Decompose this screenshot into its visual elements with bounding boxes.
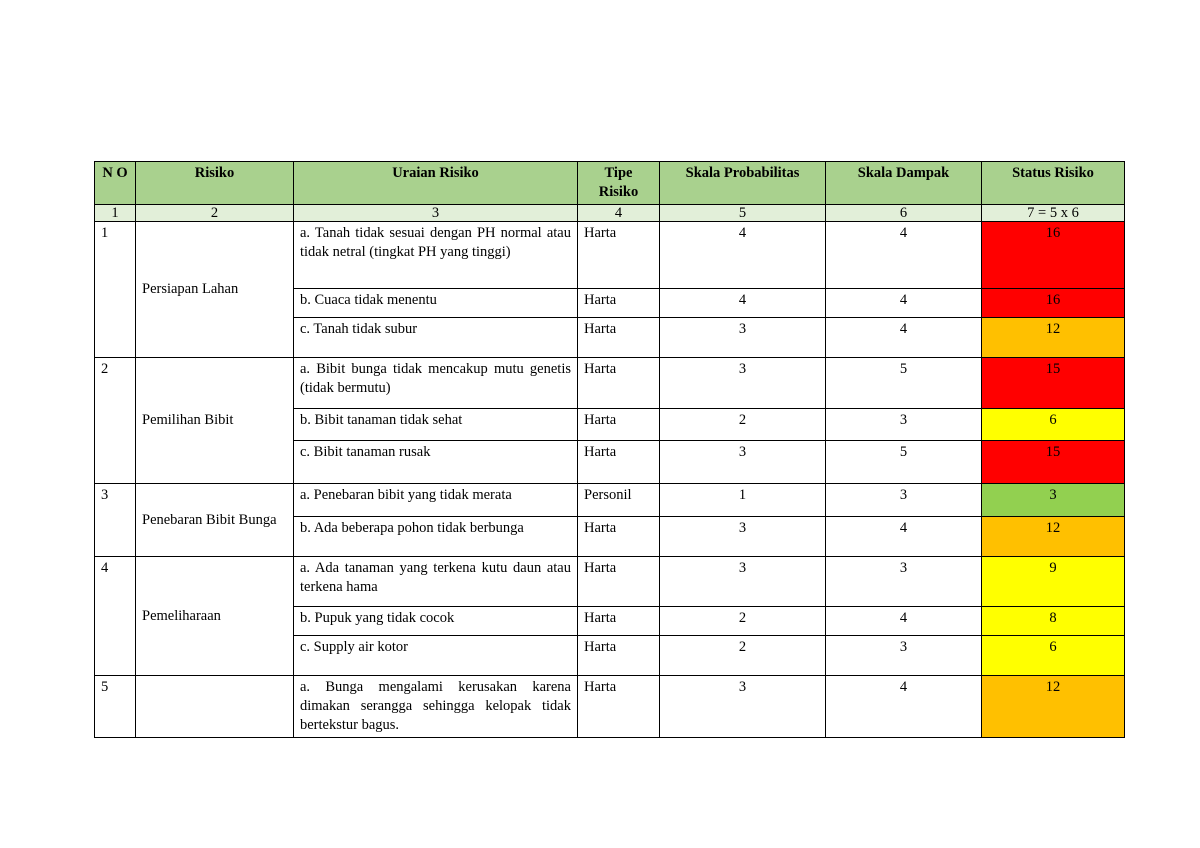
probability-scale: 4 [660, 222, 826, 289]
header-tipe-risiko: Tipe Risiko [578, 162, 660, 205]
risk-status: 3 [982, 484, 1125, 517]
probability-scale: 2 [660, 636, 826, 676]
risk-type: Harta [578, 222, 660, 289]
probability-scale: 2 [660, 409, 826, 441]
risk-status: 16 [982, 222, 1125, 289]
table-row [95, 222, 1125, 289]
risk-type: Harta [578, 409, 660, 441]
table-row [95, 484, 1125, 517]
probability-scale: 2 [660, 607, 826, 636]
impact-scale: 5 [826, 358, 982, 409]
risk-description: b. Pupuk yang tidak cocok [294, 607, 578, 636]
column-number: 6 [826, 205, 982, 222]
probability-scale: 1 [660, 484, 826, 517]
header-row [95, 162, 1125, 205]
table-row [95, 358, 1125, 409]
column-number: 7 = 5 x 6 [982, 205, 1125, 222]
probability-scale: 3 [660, 676, 826, 738]
impact-scale: 3 [826, 484, 982, 517]
impact-scale: 5 [826, 441, 982, 484]
column-number: 1 [95, 205, 136, 222]
table-row [95, 676, 1125, 738]
row-number: 4 [95, 557, 136, 676]
impact-scale: 4 [826, 517, 982, 557]
probability-scale: 3 [660, 318, 826, 358]
risk-status: 15 [982, 358, 1125, 409]
risk-type: Personil [578, 484, 660, 517]
column-number: 2 [136, 205, 294, 222]
row-number: 3 [95, 484, 136, 557]
impact-scale: 3 [826, 636, 982, 676]
risk-description: a. Bunga mengalami kerusakan karena dimakan serangga sehingga kelopak tidak bertekstur bagus. [294, 676, 578, 738]
risk-type: Harta [578, 517, 660, 557]
header-skala-dampak: Skala Dampak [826, 162, 982, 205]
column-number-row [95, 205, 1125, 222]
risk-status: 12 [982, 676, 1125, 738]
risk-description: c. Bibit tanaman rusak [294, 441, 578, 484]
header-risiko: Risiko [136, 162, 294, 205]
risk-status: 6 [982, 636, 1125, 676]
column-number: 5 [660, 205, 826, 222]
probability-scale: 3 [660, 557, 826, 607]
probability-scale: 3 [660, 441, 826, 484]
row-number: 1 [95, 222, 136, 358]
table-header [95, 162, 1125, 222]
risk-status: 8 [982, 607, 1125, 636]
impact-scale: 4 [826, 222, 982, 289]
risk-type: Harta [578, 557, 660, 607]
risk-description: b. Ada beberapa pohon tidak berbunga [294, 517, 578, 557]
impact-scale: 4 [826, 607, 982, 636]
risk-assessment-table [94, 161, 1125, 738]
row-number: 2 [95, 358, 136, 484]
row-number: 5 [95, 676, 136, 738]
risk-status: 12 [982, 517, 1125, 557]
header-skala-probabilitas: Skala Probabilitas [660, 162, 826, 205]
impact-scale: 3 [826, 557, 982, 607]
risk-type: Harta [578, 441, 660, 484]
risk-status: 16 [982, 289, 1125, 318]
table-row [95, 557, 1125, 607]
risk-category: Pemilihan Bibit [136, 358, 294, 484]
header-status-risiko: Status Risiko [982, 162, 1125, 205]
risk-type: Harta [578, 358, 660, 409]
risk-category: Pemeliharaan [136, 557, 294, 676]
risk-category [136, 676, 294, 738]
risk-description: b. Bibit tanaman tidak sehat [294, 409, 578, 441]
risk-type: Harta [578, 607, 660, 636]
risk-description: c. Supply air kotor [294, 636, 578, 676]
risk-type: Harta [578, 676, 660, 738]
risk-description: a. Penebaran bibit yang tidak merata [294, 484, 578, 517]
risk-status: 9 [982, 557, 1125, 607]
header-uraian-risiko: Uraian Risiko [294, 162, 578, 205]
impact-scale: 4 [826, 676, 982, 738]
risk-status: 12 [982, 318, 1125, 358]
risk-description: c. Tanah tidak subur [294, 318, 578, 358]
risk-description: a. Bibit bunga tidak mencakup mutu genetis (tidak bermutu) [294, 358, 578, 409]
impact-scale: 3 [826, 409, 982, 441]
risk-type: Harta [578, 289, 660, 318]
column-number: 4 [578, 205, 660, 222]
risk-category: Persiapan Lahan [136, 222, 294, 358]
risk-type: Harta [578, 636, 660, 676]
risk-type: Harta [578, 318, 660, 358]
table-body [95, 222, 1125, 738]
risk-status: 6 [982, 409, 1125, 441]
risk-category: Penebaran Bibit Bunga [136, 484, 294, 557]
probability-scale: 3 [660, 517, 826, 557]
impact-scale: 4 [826, 289, 982, 318]
risk-description: b. Cuaca tidak menentu [294, 289, 578, 318]
risk-description: a. Tanah tidak sesuai dengan PH normal atau tidak netral (tingkat PH yang tinggi) [294, 222, 578, 289]
risk-description: a. Ada tanaman yang terkena kutu daun atau terkena hama [294, 557, 578, 607]
risk-status: 15 [982, 441, 1125, 484]
probability-scale: 4 [660, 289, 826, 318]
probability-scale: 3 [660, 358, 826, 409]
header-no: N O [95, 162, 136, 205]
impact-scale: 4 [826, 318, 982, 358]
column-number: 3 [294, 205, 578, 222]
